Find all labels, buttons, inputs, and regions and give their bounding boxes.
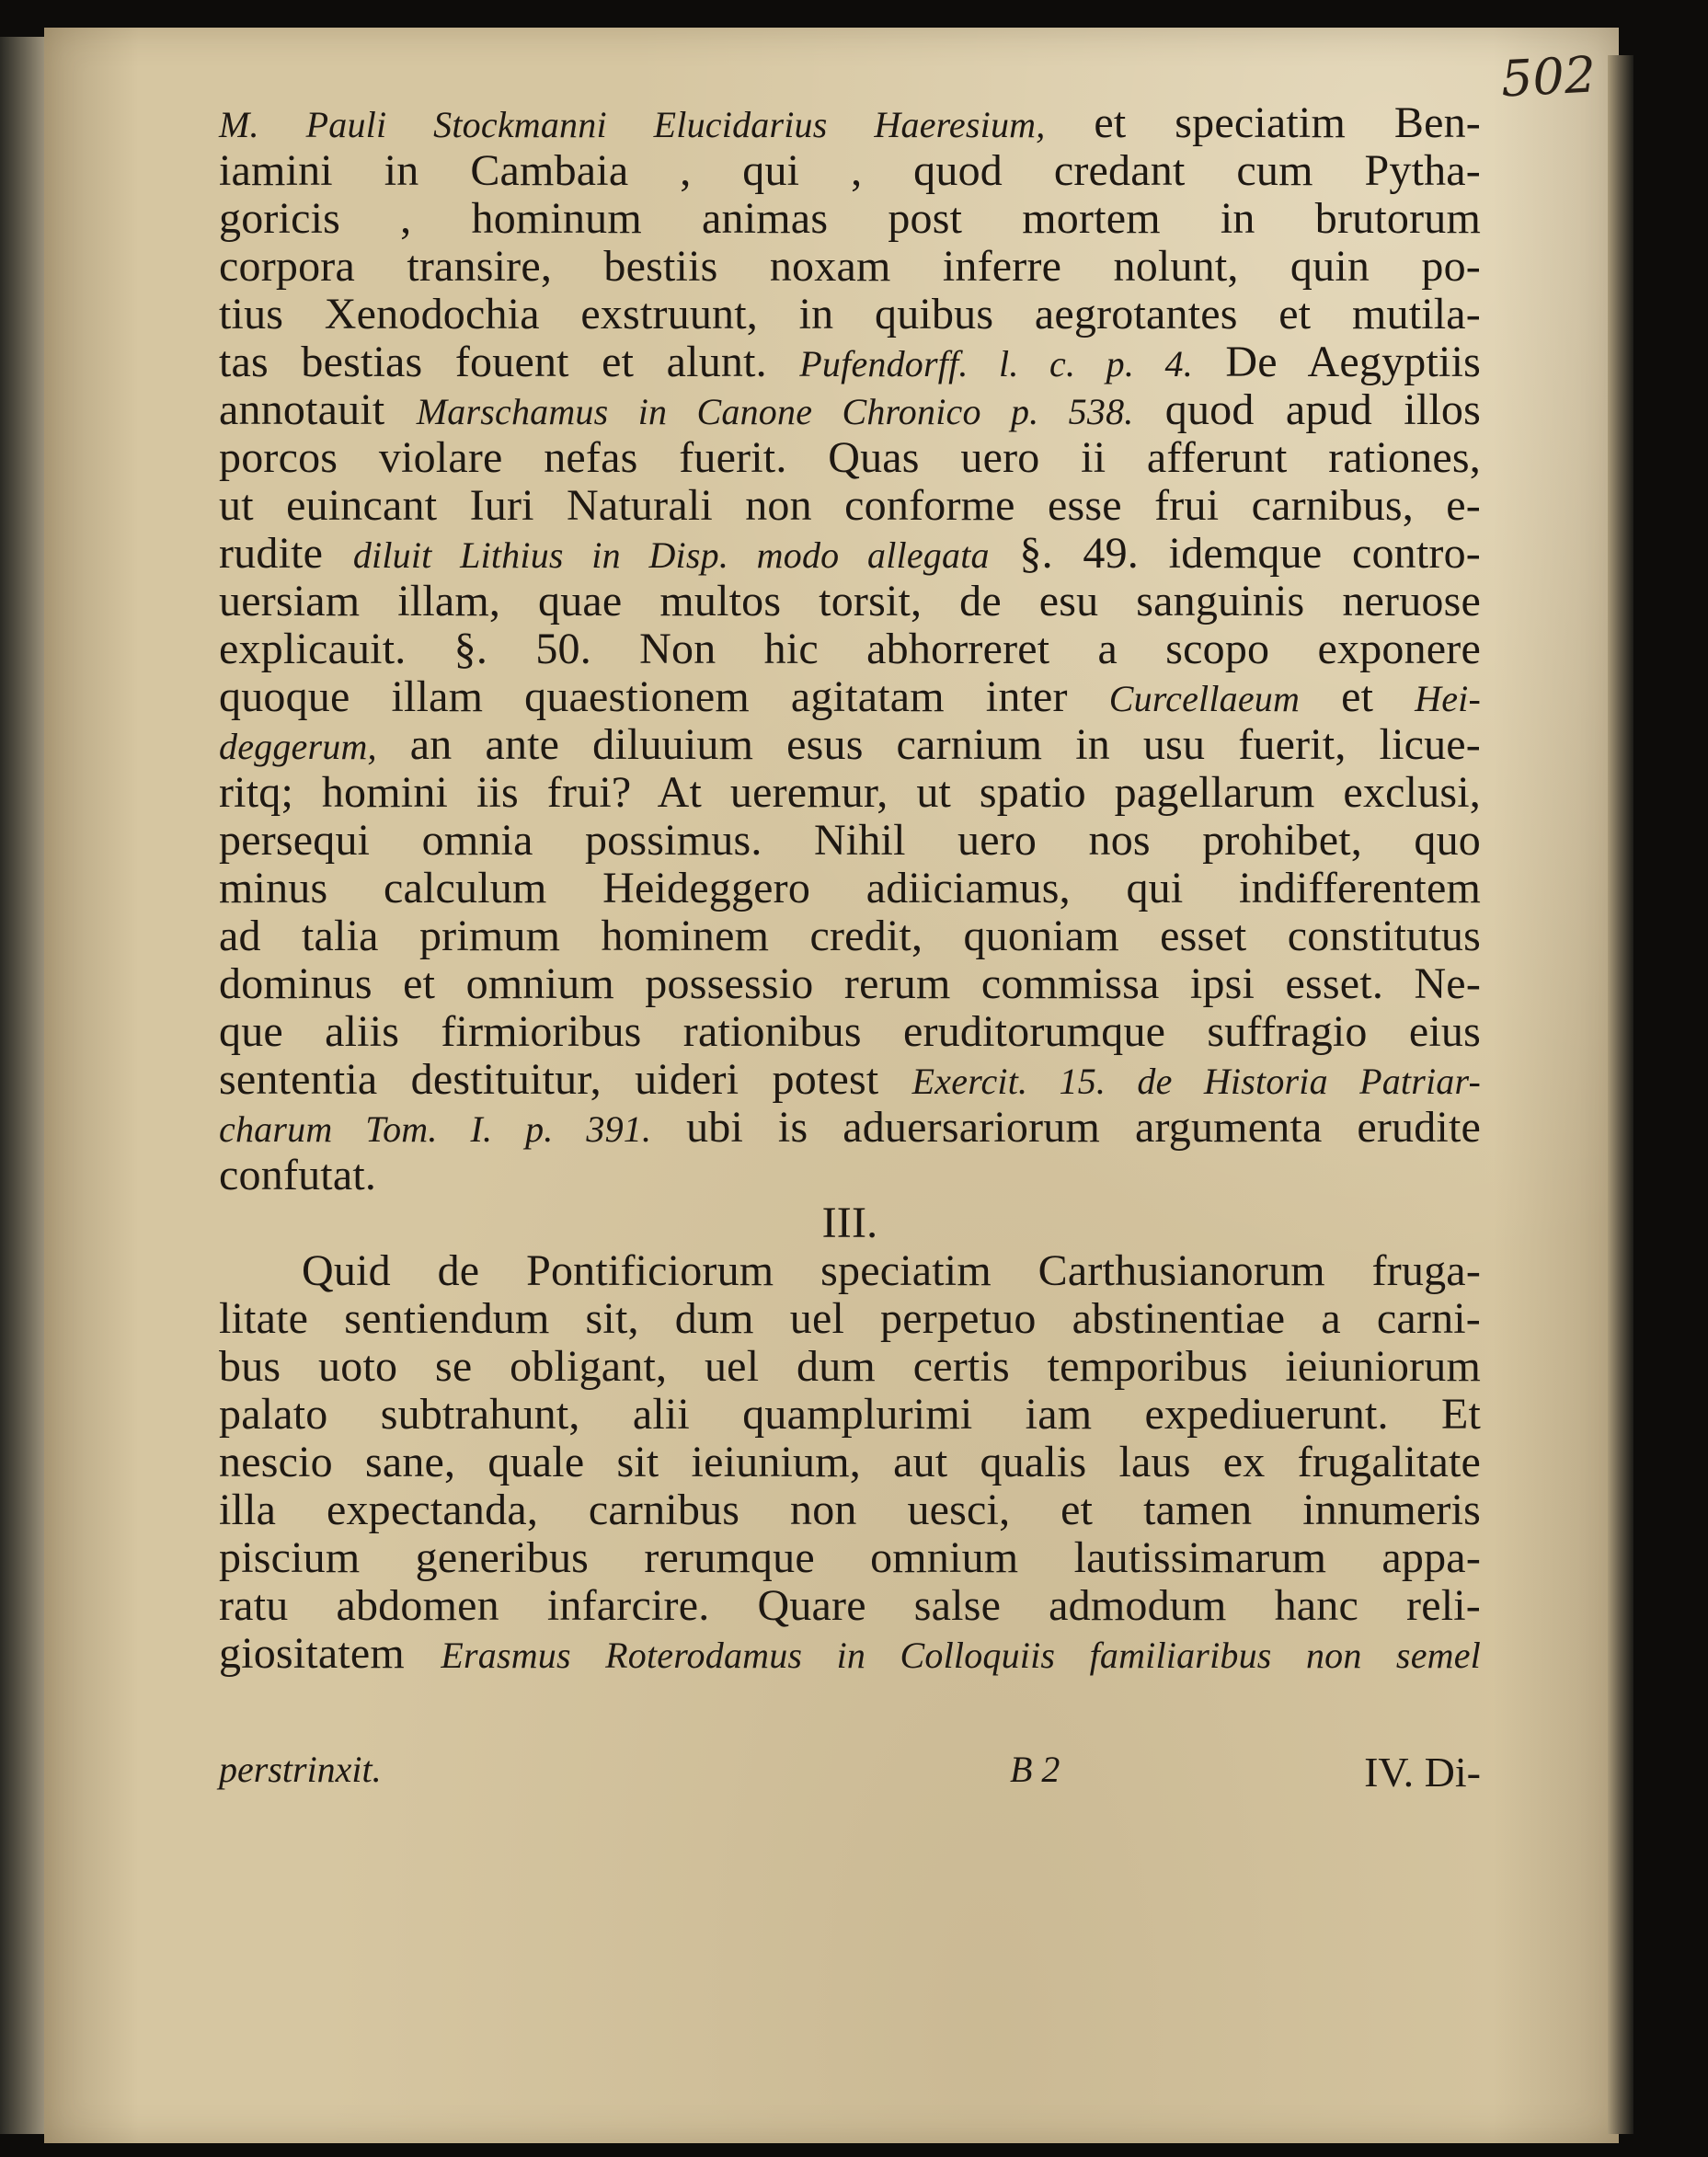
folio-number: 502	[1499, 45, 1598, 109]
footer-last-word: perstrinxit.	[219, 1749, 382, 1790]
section-heading: III.	[821, 1199, 878, 1247]
text-line-14: deggerum, an ante diluuium esus carnium in usu fuerit, licue-	[219, 720, 1481, 769]
text-line-9: ut euincant Iuri Naturali non conforme esse frui carnibus, e-	[219, 481, 1481, 530]
text-line-31: piscium generibus rerumque omnium lautissimarum appa-	[219, 1533, 1481, 1582]
text-line-22: charum Tom. I. p. 391. ubi is aduersariorum argumenta erudite	[219, 1103, 1482, 1152]
text-line-30: illa expectanda, carnibus non uesci, et tamen innumeris	[219, 1486, 1481, 1534]
text-line-4: corpora transire, bestiis noxam inferre nolunt, quin po-	[219, 242, 1481, 291]
text-line-21: sententia destituitur, uideri potest Exercit. 15. de Historia Patriar-	[219, 1055, 1481, 1104]
body-text	[219, 99, 1481, 1678]
text-line-5: tius Xenodochia exstruunt, in quibus aegrotantes et mutila-	[219, 290, 1481, 338]
text-line-2: iamini in Cambaia , qui , quod credant cum Pytha-	[219, 146, 1481, 195]
text-line-3: goricis , hominum animas post mortem in brutorum	[219, 194, 1481, 243]
text-line-1: M. Pauli Stockmanni Elucidarius Haeresium, et speciatim Ben-	[219, 98, 1481, 147]
page-footer	[219, 1748, 1481, 1796]
text-line-28: palato subtrahunt, alii quamplurimi iam expediuerunt. Et	[219, 1390, 1481, 1439]
previous-page-edge	[0, 37, 44, 2134]
text-line-18: ad talia primum hominem credit, quoniam esset constitutus	[219, 912, 1481, 960]
text-line-16: persequi omnia possimus. Nihil uero nos prohibet, quo	[219, 816, 1481, 865]
text-line-33: giositatem Erasmus Roterodamus in Colloquiis familiaribus non semel	[219, 1629, 1481, 1678]
text-line-25: Quid de Pontificiorum speciatim Carthusianorum fruga-	[302, 1246, 1481, 1295]
text-line-6: tas bestias fouent et alunt. Pufendorff. l. c. p. 4. De Aegyptiis	[219, 338, 1481, 386]
text-line-17: minus calculum Heideggero adiiciamus, qui indifferentem	[219, 864, 1481, 912]
text-line-27: bus uoto se obligant, uel dum certis temporibus ieiuniorum	[219, 1342, 1481, 1391]
text-line-20: que aliis firmioribus rationibus eruditorumque suffragio eius	[219, 1007, 1481, 1056]
text-line-32: ratu abdomen infarcire. Quare salse admodum hanc reli-	[219, 1581, 1481, 1630]
text-line-13: quoque illam quaestionem agitatam inter Curcellaeum et Hei-	[219, 672, 1481, 721]
signature-mark: B 2	[1010, 1749, 1060, 1790]
text-line-26: litate sentiendum sit, dum uel perpetuo abstinentiae a carni-	[219, 1294, 1481, 1343]
text-line-11: uersiam illam, quae multos torsit, de esu sanguinis neruose	[219, 577, 1481, 625]
text-line-23: confutat.	[219, 1151, 377, 1199]
page-right-edge	[1608, 55, 1633, 2134]
text-line-29: nescio sane, quale sit ieiunium, aut qualis laus ex frugalitate	[219, 1438, 1481, 1486]
text-line-7: annotauit Marschamus in Canone Chronico p. 538. quod apud illos	[219, 385, 1481, 434]
text-line-10: rudite diluit Lithius in Disp. modo allegata §. 49. idemque contro-	[219, 529, 1481, 578]
text-line-12: explicauit. §. 50. Non hic abhorreret a scopo exponere	[219, 625, 1481, 673]
catchword: IV. Di-	[1364, 1749, 1481, 1796]
text-line-19: dominus et omnium possessio rerum commissa ipsi esset. Ne-	[219, 959, 1481, 1008]
text-line-15: ritq; homini iis frui? At ueremur, ut spatio pagellarum exclusi,	[219, 768, 1481, 817]
text-line-8: porcos violare nefas fuerit. Quas uero ii afferunt rationes,	[219, 433, 1481, 482]
